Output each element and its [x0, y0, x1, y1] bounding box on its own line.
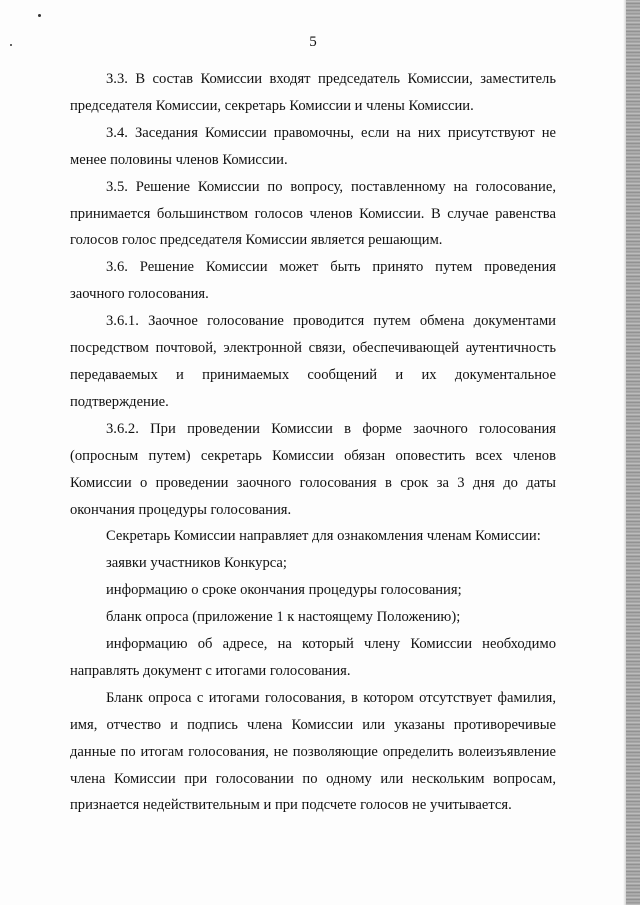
scan-edge	[626, 0, 640, 905]
list-item-survey-form: бланк опроса (приложение 1 к настоящему Положению);	[106, 609, 461, 626]
list-item-deadline-info: информацию о сроке окончания процедуры голосования;	[106, 582, 462, 599]
paragraph-secretary-sends: Секретарь Комиссии направляет для ознакомления членам Комиссии:	[106, 528, 541, 545]
paragraph-3-6-1: 3.6.1. Заочное голосование проводится путем обмена документами посредством почтовой, электронной связи, обеспечивающей аутентичность передаваемых и принимаемых сообщений и их документальное подтверждение.	[70, 313, 556, 410]
page-number: 5	[309, 34, 317, 50]
paragraph-3-5: 3.5. Решение Комиссии по вопросу, поставленному на голосование, принимается большинством голосов членов Комиссии. В случае равенства голосов голос председателя Комиссии является решающим.	[70, 178, 556, 249]
document-body	[70, 66, 556, 819]
list-item-applications: заявки участников Конкурса;	[106, 555, 287, 572]
scan-speck	[38, 14, 41, 17]
paragraph-3-4: 3.4. Заседания Комиссии правомочны, если на них присутствуют не менее половины членов Комиссии.	[70, 124, 556, 168]
paragraph-3-3: 3.3. В состав Комиссии входят председатель Комиссии, заместитель председателя Комиссии, секретарь Комиссии и члены Комиссии.	[70, 71, 556, 114]
paragraph-3-6-2: 3.6.2. При проведении Комиссии в форме заочного голосования (опросным путем) секретарь Комиссии обязан оповестить всех членов Комиссии о проведении заочного голосования в срок за 3 дня до даты окончания процедуры голосования.	[70, 420, 556, 518]
paragraph-invalid-ballot: Бланк опроса с итогами голосования, в котором отсутствует фамилия, имя, отчество и подпись члена Комиссии или указаны противоречивые данные по итогам голосования, не позволяющие определить волеизъявление члена Комиссии при голосовании по одному или нескольким вопросам, признается недействительным и при подсчете голосов не учитывается.	[70, 689, 556, 814]
paragraph-3-6: 3.6. Решение Комиссии может быть принято путем проведения заочного голосования.	[70, 259, 556, 303]
list-item-address-info: информацию об адресе, на который члену Комиссии необходимо направлять документ с итогами голосования.	[70, 636, 556, 679]
